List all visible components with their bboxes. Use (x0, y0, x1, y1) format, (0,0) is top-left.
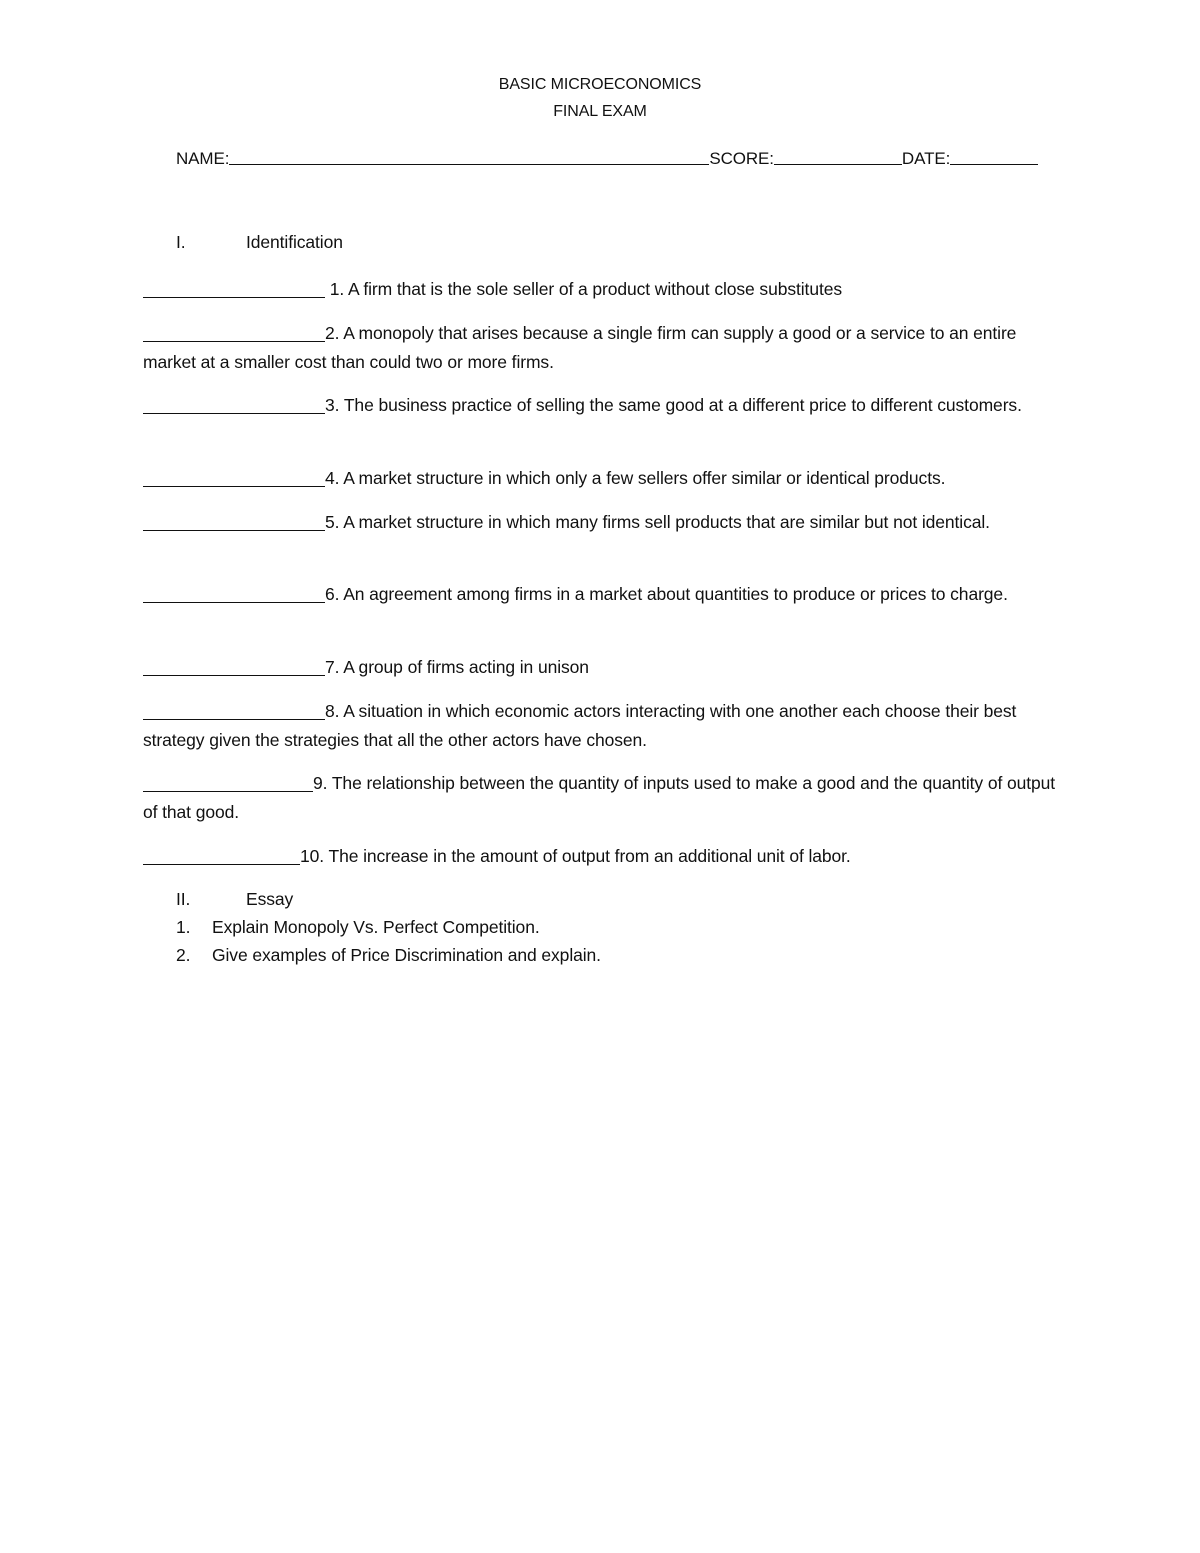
answer-blank[interactable] (143, 701, 325, 720)
question-8 (143, 697, 1063, 754)
question-1 (143, 275, 1063, 304)
section-title: Essay (246, 889, 294, 909)
question-3 (143, 391, 1063, 420)
exam-title: BASIC MICROECONOMICS (498, 76, 702, 93)
section-essay-heading (176, 889, 293, 910)
answer-blank[interactable] (143, 512, 325, 531)
answer-blank[interactable] (143, 468, 325, 487)
question-10 (143, 842, 1063, 871)
question-2 (143, 319, 1063, 376)
question-7 (143, 653, 1063, 682)
date-blank[interactable] (950, 146, 1038, 165)
question-text: 1. A firm that is the sole seller of a product without close substitutes (325, 279, 842, 299)
answer-blank[interactable] (143, 846, 300, 865)
question-5 (143, 508, 1063, 537)
question-text: 9. The relationship between the quantity of inputs used to make a good and the quantity of output of that good. (143, 773, 1056, 822)
answer-blank[interactable] (143, 773, 313, 792)
answer-blank[interactable] (143, 395, 325, 414)
essay-item-2 (176, 945, 601, 966)
score-label: SCORE: (709, 149, 774, 168)
essay-number: 1. (176, 917, 191, 937)
answer-blank[interactable] (143, 279, 325, 298)
question-text: 3. The business practice of selling the same good at a different price to different customers. (325, 395, 1022, 415)
question-text: 4. A market structure in which only a few sellers offer similar or identical products. (325, 468, 946, 488)
section-number: I. (176, 232, 186, 252)
essay-number: 2. (176, 945, 191, 965)
question-text: 5. A market structure in which many firms sell products that are similar but not identical. (325, 512, 990, 532)
section-number: II. (176, 889, 191, 909)
question-9 (143, 769, 1063, 826)
answer-blank[interactable] (143, 657, 325, 676)
question-text: 2. A monopoly that arises because a single firm can supply a good or a service to an entire market at a smaller cost than could two or more firms. (143, 323, 1017, 372)
section-title: Identification (246, 232, 343, 252)
answer-blank[interactable] (143, 323, 325, 342)
question-text: 10. The increase in the amount of output from an additional unit of labor. (300, 846, 851, 866)
essay-item-1 (176, 917, 540, 938)
essay-text: Give examples of Price Discrimination and explain. (212, 945, 601, 965)
section-identification-heading (176, 232, 343, 253)
question-text: 8. A situation in which economic actors interacting with one another each choose their best strategy given the strategies that all the other actors have chosen. (143, 701, 1017, 750)
question-text: 6. An agreement among firms in a market about quantities to produce or prices to charge. (325, 584, 1008, 604)
question-4 (143, 464, 1063, 493)
question-6 (143, 580, 1063, 609)
student-info-line (176, 146, 1056, 172)
date-label: DATE: (901, 149, 951, 168)
exam-subtitle: FINAL EXAM (553, 103, 647, 120)
answer-blank[interactable] (143, 584, 325, 603)
score-blank[interactable] (774, 146, 902, 165)
essay-text: Explain Monopoly Vs. Perfect Competition. (212, 917, 540, 937)
name-blank[interactable] (229, 146, 709, 165)
question-text: 7. A group of firms acting in unison (325, 657, 589, 677)
name-label: NAME: (176, 149, 230, 168)
